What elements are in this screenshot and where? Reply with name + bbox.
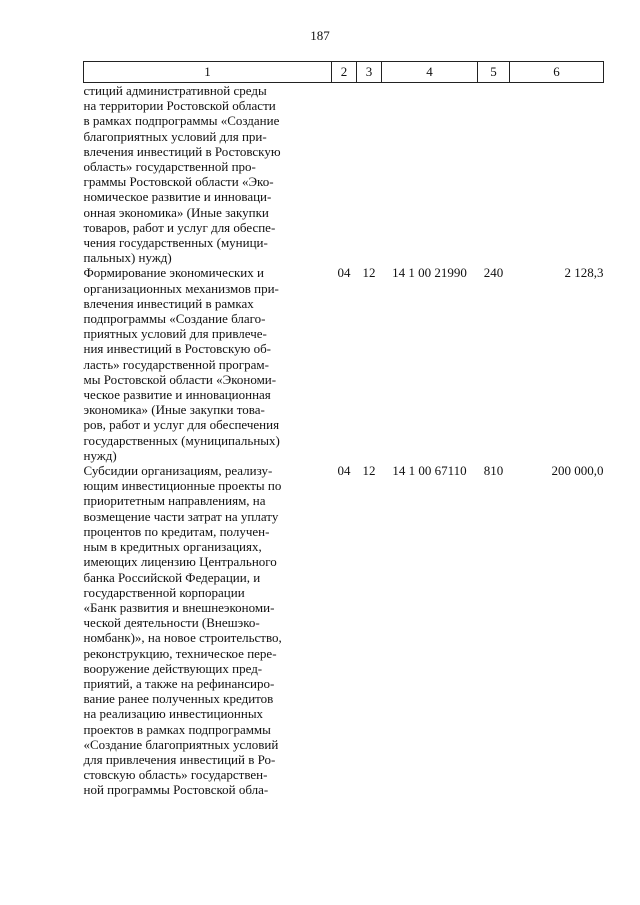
column-header: 2 bbox=[332, 62, 357, 83]
description-line: чения государственных (муници- bbox=[83, 235, 268, 251]
description-line: государственной корпорации bbox=[83, 584, 245, 600]
expense-type-code: 810 bbox=[483, 463, 504, 479]
description-line: пальных) нужд) bbox=[83, 250, 172, 266]
description-line: реконструкцию, техническое пере- bbox=[83, 645, 277, 661]
description-line: ров, работ и услуг для обеспечения bbox=[83, 417, 280, 433]
column-header: 3 bbox=[357, 62, 382, 83]
page-number: 187 bbox=[310, 28, 330, 43]
description-line: влечения инвестиций в рамках bbox=[83, 295, 254, 311]
table-row bbox=[84, 463, 604, 797]
description-line: мы Ростовской области «Экономи- bbox=[83, 371, 277, 387]
amount bbox=[510, 83, 604, 266]
description-line: в рамках подпрограммы «Создание bbox=[83, 113, 280, 129]
description-line: процентов по кредитам, получен- bbox=[83, 523, 270, 539]
expense-type-code: 240 bbox=[483, 265, 504, 281]
description-line: вооружение действующих пред- bbox=[83, 660, 263, 676]
column-header: 1 bbox=[84, 62, 332, 83]
table-header-row bbox=[84, 62, 604, 83]
description-line: номическое развитие и инноваци- bbox=[83, 189, 272, 205]
description-line: ческое развитие и инновационная bbox=[83, 387, 271, 403]
description-line: приоритетным направлениям, на bbox=[83, 493, 266, 509]
description-line: экономика» (Иные закупки това- bbox=[83, 402, 265, 418]
description-line: приятий, а также на рефинансиро- bbox=[83, 675, 275, 691]
description-line: имеющих лицензию Центрального bbox=[83, 554, 277, 570]
description-line: стиций административной среды bbox=[83, 83, 267, 98]
column-header: 4 bbox=[382, 62, 478, 83]
description-line: влечения инвестиций в Ростовскую bbox=[83, 143, 281, 159]
description-line: приятных условий для привлече- bbox=[83, 326, 267, 342]
description-line: проектов в рамках подпрограммы bbox=[83, 721, 271, 737]
amount: 200 000,0 bbox=[551, 463, 604, 479]
description-line: «Банк развития и внешнеэкономи- bbox=[83, 599, 275, 615]
section-code: 04 bbox=[337, 265, 351, 281]
expense-type-code bbox=[478, 83, 510, 266]
description-line: подпрограммы «Создание благо- bbox=[83, 311, 266, 327]
description-line: организационных механизмов при- bbox=[83, 280, 279, 296]
description-line: ющим инвестиционные проекты по bbox=[83, 478, 282, 494]
description-line: ной программы Ростовской обла- bbox=[83, 782, 269, 798]
description-line: ния инвестиций в Ростовскую об- bbox=[83, 341, 272, 357]
description-line: нужд) bbox=[83, 447, 117, 463]
amount: 2 128,3 bbox=[564, 265, 604, 281]
budget-table bbox=[83, 61, 604, 798]
row-description bbox=[84, 83, 332, 266]
table-body bbox=[84, 83, 604, 798]
description-line: товаров, работ и услуг для обеспе- bbox=[83, 219, 276, 235]
section-code bbox=[332, 83, 357, 266]
description-line: онная экономика» (Иные закупки bbox=[83, 204, 269, 220]
description-line: для привлечения инвестиций в Ро- bbox=[83, 751, 276, 767]
description-line: ным в кредитных организациях, bbox=[83, 539, 262, 555]
target-article-code bbox=[382, 83, 478, 266]
target-article-code: 14 1 00 67110 bbox=[392, 463, 467, 479]
description-line: номбанк)», на новое строительство, bbox=[83, 630, 282, 646]
subsection-code: 12 bbox=[362, 265, 376, 281]
description-line: вание ранее полученных кредитов bbox=[83, 691, 274, 707]
table-row bbox=[84, 265, 604, 463]
description-line: на реализацию инвестиционных bbox=[83, 706, 264, 722]
column-header: 5 bbox=[478, 62, 510, 83]
section-code: 04 bbox=[337, 463, 351, 479]
description-line: ласть» государственной програм- bbox=[83, 356, 269, 372]
table-row bbox=[84, 83, 604, 266]
description-line: граммы Ростовской области «Эко- bbox=[83, 174, 274, 190]
description-line: ческой деятельности (Внешэко- bbox=[83, 615, 260, 631]
column-header: 6 bbox=[510, 62, 604, 83]
description-line: государственных (муниципальных) bbox=[83, 432, 280, 448]
description-line: Субсидии организациям, реализу- bbox=[83, 463, 273, 479]
subsection-code: 12 bbox=[362, 463, 376, 479]
row-description bbox=[84, 265, 332, 463]
description-line: область» государственной про- bbox=[83, 159, 256, 175]
description-line: благоприятных условий для при- bbox=[83, 128, 267, 144]
description-line: Формирование экономических и bbox=[83, 265, 264, 281]
description-line: стовскую область» государствен- bbox=[83, 767, 268, 783]
description-line: на территории Ростовской области bbox=[83, 98, 276, 114]
description-line: возмещение части затрат на уплату bbox=[83, 508, 279, 524]
description-line: банка Российской Федерации, и bbox=[83, 569, 261, 585]
description-line: «Создание благоприятных условий bbox=[83, 736, 279, 752]
subsection-code bbox=[357, 83, 382, 266]
target-article-code: 14 1 00 21990 bbox=[392, 265, 467, 281]
row-description bbox=[84, 463, 332, 797]
